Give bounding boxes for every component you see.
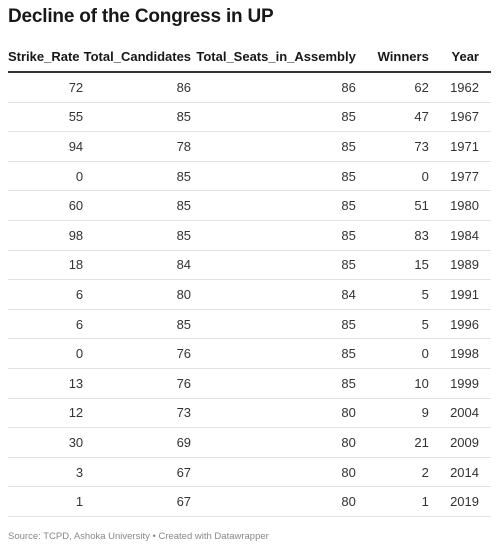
cell-winners: 5 bbox=[356, 309, 429, 339]
cell-total-candidates: 76 bbox=[83, 368, 191, 398]
table-row bbox=[8, 102, 491, 132]
table-row bbox=[8, 339, 491, 369]
cell-total-seats: 85 bbox=[191, 220, 356, 250]
cell-total-seats: 80 bbox=[191, 428, 356, 458]
table-row bbox=[8, 487, 491, 517]
cell-total-seats: 85 bbox=[191, 368, 356, 398]
table-row bbox=[8, 280, 491, 310]
column-header-strike-rate[interactable]: Strike_Rate bbox=[8, 42, 83, 72]
table-row bbox=[8, 309, 491, 339]
cell-total-candidates: 67 bbox=[83, 457, 191, 487]
table-row bbox=[8, 398, 491, 428]
cell-year: 1980 bbox=[429, 191, 491, 221]
cell-strike-rate: 30 bbox=[8, 428, 83, 458]
cell-winners: 0 bbox=[356, 161, 429, 191]
table-header-row bbox=[8, 42, 491, 72]
table-row bbox=[8, 368, 491, 398]
cell-strike-rate: 98 bbox=[8, 220, 83, 250]
cell-total-seats: 86 bbox=[191, 72, 356, 102]
cell-total-seats: 85 bbox=[191, 309, 356, 339]
cell-winners: 15 bbox=[356, 250, 429, 280]
column-header-total-seats[interactable]: Total_Seats_in_Assembly bbox=[191, 42, 356, 72]
cell-total-candidates: 85 bbox=[83, 309, 191, 339]
cell-total-candidates: 67 bbox=[83, 487, 191, 517]
cell-year: 1967 bbox=[429, 102, 491, 132]
cell-year: 1989 bbox=[429, 250, 491, 280]
table-row bbox=[8, 161, 491, 191]
cell-strike-rate: 55 bbox=[8, 102, 83, 132]
cell-year: 1977 bbox=[429, 161, 491, 191]
cell-total-candidates: 78 bbox=[83, 132, 191, 162]
cell-year: 1998 bbox=[429, 339, 491, 369]
cell-total-seats: 80 bbox=[191, 457, 356, 487]
cell-winners: 21 bbox=[356, 428, 429, 458]
source-credit: Source: TCPD, Ashoka University • Created with Datawrapper bbox=[8, 531, 269, 542]
cell-total-candidates: 85 bbox=[83, 191, 191, 221]
cell-total-seats: 84 bbox=[191, 280, 356, 310]
cell-winners: 10 bbox=[356, 368, 429, 398]
cell-winners: 1 bbox=[356, 487, 429, 517]
cell-total-candidates: 86 bbox=[83, 72, 191, 102]
column-header-total-candidates[interactable]: Total_Candidates bbox=[83, 42, 191, 72]
cell-strike-rate: 94 bbox=[8, 132, 83, 162]
table-row bbox=[8, 220, 491, 250]
cell-total-candidates: 73 bbox=[83, 398, 191, 428]
cell-total-seats: 80 bbox=[191, 398, 356, 428]
cell-strike-rate: 72 bbox=[8, 72, 83, 102]
cell-year: 2019 bbox=[429, 487, 491, 517]
cell-year: 2004 bbox=[429, 398, 491, 428]
cell-strike-rate: 3 bbox=[8, 457, 83, 487]
cell-total-seats: 85 bbox=[191, 161, 356, 191]
cell-strike-rate: 60 bbox=[8, 191, 83, 221]
cell-year: 2014 bbox=[429, 457, 491, 487]
cell-winners: 51 bbox=[356, 191, 429, 221]
cell-strike-rate: 12 bbox=[8, 398, 83, 428]
cell-winners: 83 bbox=[356, 220, 429, 250]
cell-year: 1971 bbox=[429, 132, 491, 162]
cell-total-seats: 80 bbox=[191, 487, 356, 517]
cell-strike-rate: 0 bbox=[8, 339, 83, 369]
cell-total-seats: 85 bbox=[191, 132, 356, 162]
chart-title: Decline of the Congress in UP bbox=[8, 6, 274, 27]
cell-year: 1991 bbox=[429, 280, 491, 310]
cell-winners: 62 bbox=[356, 72, 429, 102]
table-row bbox=[8, 428, 491, 458]
table-row bbox=[8, 250, 491, 280]
table-row bbox=[8, 457, 491, 487]
cell-year: 1984 bbox=[429, 220, 491, 250]
cell-total-seats: 85 bbox=[191, 102, 356, 132]
cell-total-candidates: 80 bbox=[83, 280, 191, 310]
cell-strike-rate: 1 bbox=[8, 487, 83, 517]
cell-total-candidates: 85 bbox=[83, 161, 191, 191]
cell-total-candidates: 84 bbox=[83, 250, 191, 280]
cell-winners: 5 bbox=[356, 280, 429, 310]
cell-year: 1999 bbox=[429, 368, 491, 398]
table-row bbox=[8, 72, 491, 102]
cell-total-candidates: 85 bbox=[83, 102, 191, 132]
cell-total-candidates: 69 bbox=[83, 428, 191, 458]
cell-winners: 73 bbox=[356, 132, 429, 162]
cell-total-candidates: 76 bbox=[83, 339, 191, 369]
table-body bbox=[8, 72, 491, 516]
cell-year: 2009 bbox=[429, 428, 491, 458]
cell-strike-rate: 6 bbox=[8, 280, 83, 310]
column-header-winners[interactable]: Winners bbox=[356, 42, 429, 72]
cell-winners: 2 bbox=[356, 457, 429, 487]
cell-strike-rate: 18 bbox=[8, 250, 83, 280]
cell-strike-rate: 0 bbox=[8, 161, 83, 191]
cell-year: 1962 bbox=[429, 72, 491, 102]
data-table bbox=[8, 42, 491, 517]
table-row bbox=[8, 132, 491, 162]
cell-strike-rate: 13 bbox=[8, 368, 83, 398]
cell-total-seats: 85 bbox=[191, 191, 356, 221]
cell-strike-rate: 6 bbox=[8, 309, 83, 339]
cell-winners: 47 bbox=[356, 102, 429, 132]
table-row bbox=[8, 191, 491, 221]
cell-total-seats: 85 bbox=[191, 250, 356, 280]
column-header-year[interactable]: Year bbox=[429, 42, 491, 72]
cell-winners: 0 bbox=[356, 339, 429, 369]
cell-total-seats: 85 bbox=[191, 339, 356, 369]
cell-winners: 9 bbox=[356, 398, 429, 428]
cell-total-candidates: 85 bbox=[83, 220, 191, 250]
cell-year: 1996 bbox=[429, 309, 491, 339]
